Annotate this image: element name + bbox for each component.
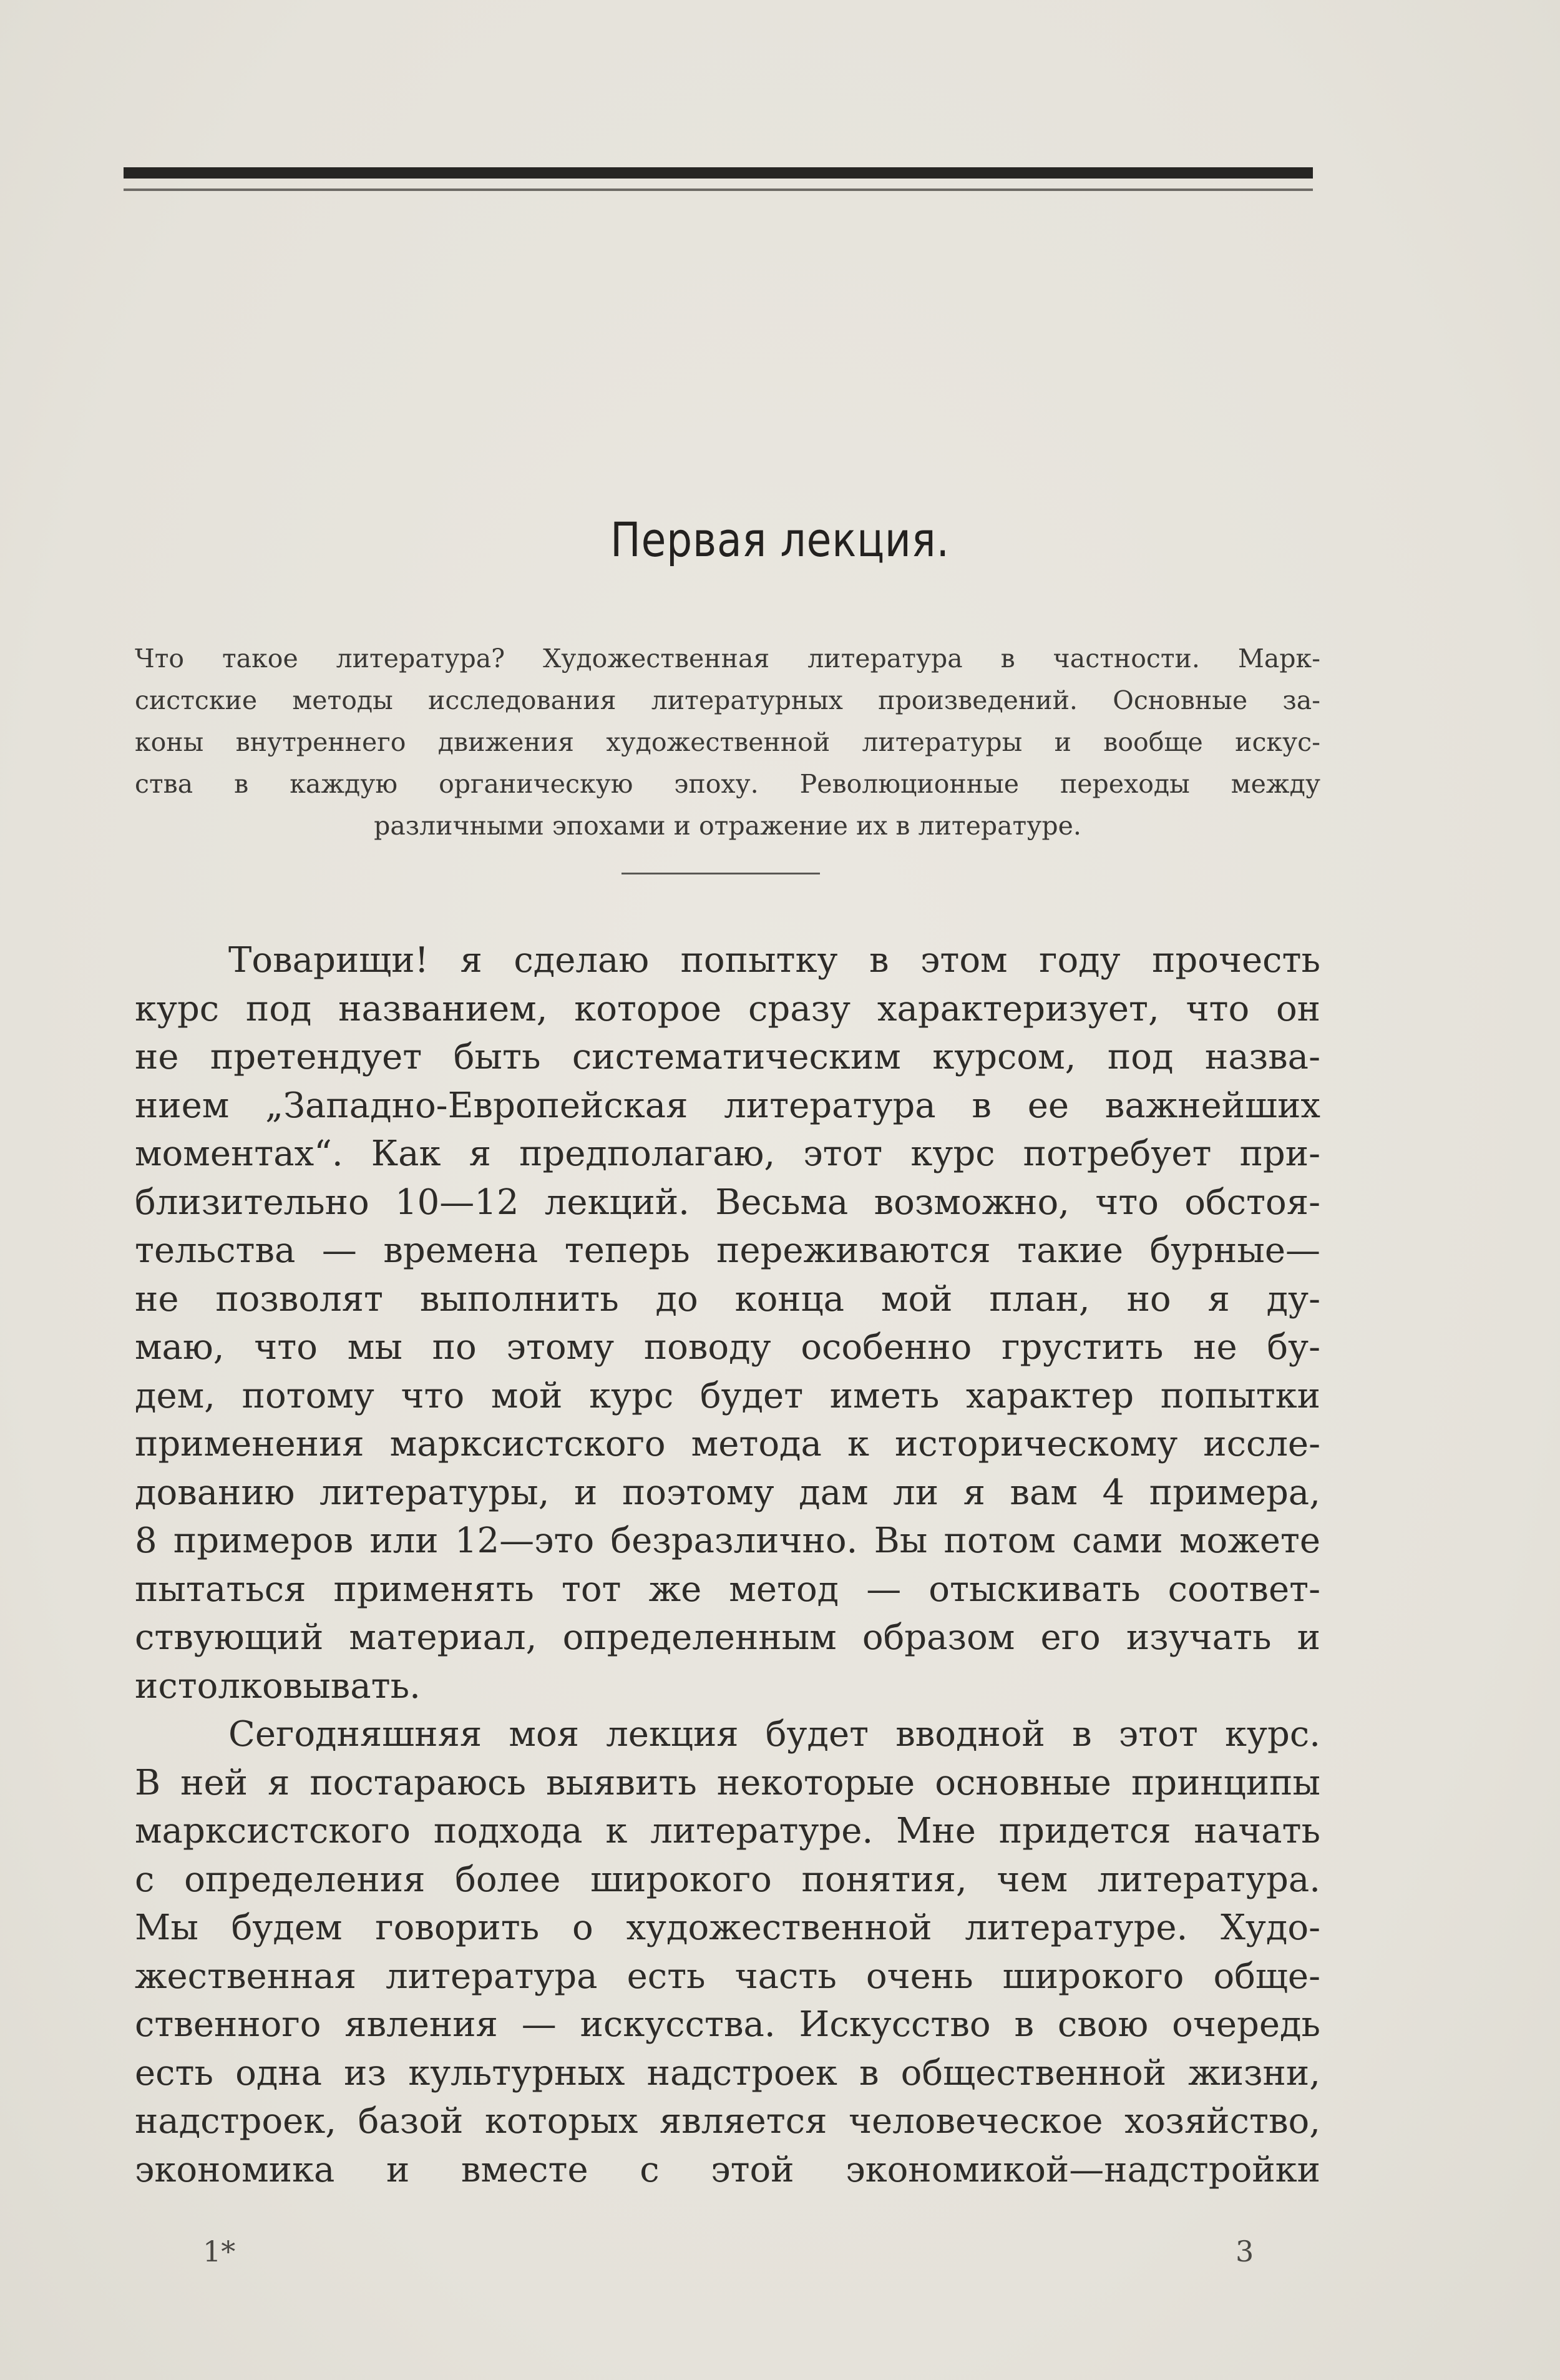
- chapter-summary: [135, 638, 1320, 847]
- summary-line: систские методы исследования литературных произведений. Основные за-: [135, 685, 1320, 715]
- header-rule-thick: [124, 167, 1313, 179]
- text-line: ственного явления — искусства. Искусство в свою очередь: [135, 2004, 1320, 2045]
- summary-line: различными эпохами и отражение их в литературе.: [374, 811, 1081, 841]
- text-line: не позволят выполнить до конца мой план, но я ду-: [135, 1278, 1320, 1320]
- text-line: курс под названием, которое сразу характеризует, что он: [135, 988, 1320, 1029]
- text-line: истолковывать.: [135, 1665, 421, 1707]
- text-line: В ней я постараюсь выявить некоторые основные принципы: [135, 1762, 1320, 1803]
- summary-line: Что такое литература? Художественная литература в частности. Марк-: [135, 644, 1320, 673]
- header-rule-thin: [124, 189, 1313, 191]
- section-separator: [622, 873, 820, 874]
- body-text: [135, 936, 1320, 2194]
- text-line: жественная литература есть часть очень широкого обще-: [135, 1956, 1320, 1997]
- text-line: дованию литературы, и поэтому дам ли я вам 4 примера,: [135, 1472, 1320, 1513]
- summary-line: коны внутреннего движения художественной литературы и вообще искус-: [135, 727, 1320, 757]
- text-line: Товарищи! я сделаю попытку в этом году прочесть: [228, 940, 1320, 981]
- page-number: 3: [1236, 2235, 1254, 2268]
- text-line: тельства — времена теперь переживаются такие бурные—: [135, 1230, 1320, 1271]
- text-line: марксистского подхода к литературе. Мне придется начать: [135, 1811, 1320, 1851]
- text-line: дем, потому что мой курс будет иметь характер попытки: [135, 1375, 1320, 1416]
- text-line: надстроек, базой которых является человеческое хозяйство,: [135, 2101, 1320, 2142]
- signature-mark: 1*: [203, 2235, 236, 2268]
- text-line: есть одна из культурных надстроек в общественной жизни,: [135, 2052, 1320, 2094]
- text-line: применения марксистского метода к историческому иссле-: [135, 1424, 1320, 1464]
- text-line: с определения более широкого понятия, чем литература.: [135, 1859, 1320, 1900]
- text-line: ствующий материал, определенным образом его изучать и: [135, 1617, 1320, 1658]
- summary-line: ства в каждую органическую эпоху. Революционные переходы между: [135, 769, 1320, 799]
- text-line: не претендует быть систематическим курсом, под назва-: [135, 1037, 1320, 1077]
- text-line: моментах“. Как я предполагаю, этот курс потребует при-: [135, 1134, 1320, 1174]
- text-line: нием „Западно-Европейская литература в ее важнейших: [135, 1085, 1320, 1126]
- text-line: 8 примеров или 12—это безразлично. Вы потом сами можете: [135, 1521, 1320, 1561]
- text-line: Мы будем говорить о художественной литературе. Худо-: [135, 1907, 1320, 1948]
- text-line: пытаться применять тот же метод — отыскивать соответ-: [135, 1569, 1320, 1610]
- chapter-title: Первая лекция.: [610, 512, 950, 567]
- text-line: экономика и вместе с этой экономикой—надстройки: [135, 2149, 1320, 2190]
- text-line: маю, что мы по этому поводу особенно грустить не бу-: [135, 1327, 1320, 1368]
- text-line: Сегодняшняя моя лекция будет вводной в этот курс.: [228, 1714, 1320, 1755]
- text-line: близительно 10—12 лекций. Весьма возможно, что обстоя-: [135, 1182, 1320, 1223]
